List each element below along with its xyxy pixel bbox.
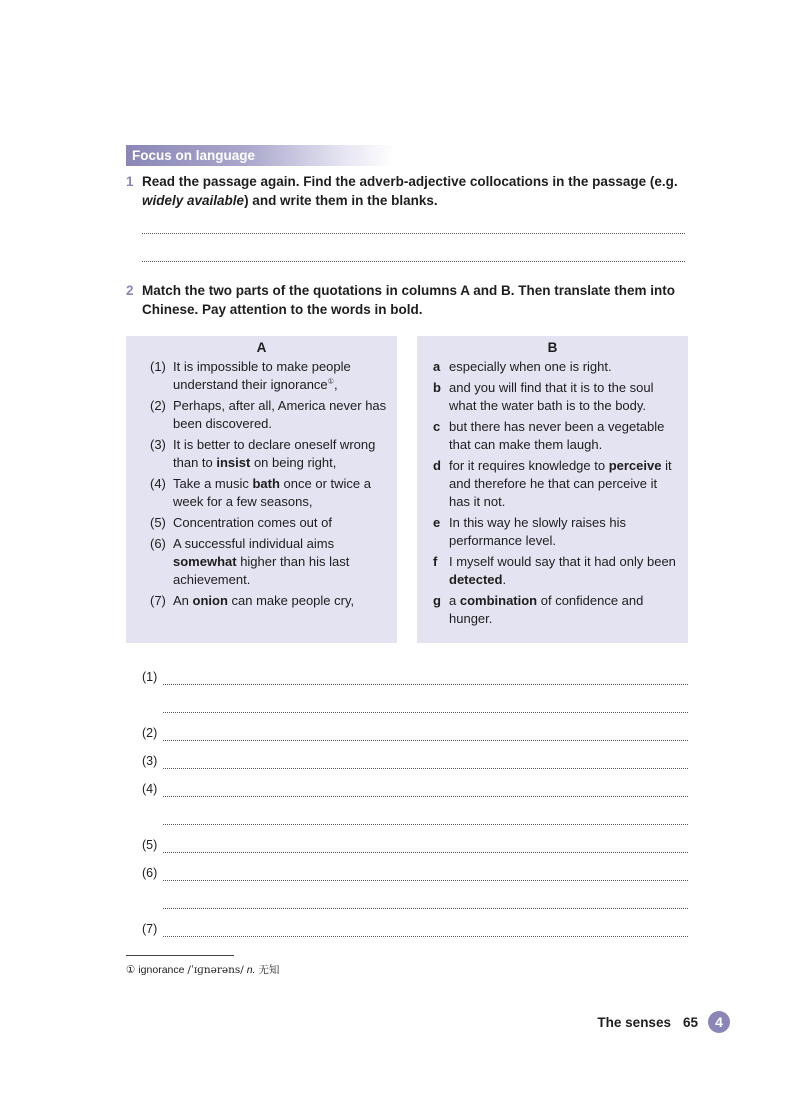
column-b-item-label: e [433, 515, 441, 530]
column-b-item-after: of confidence and hunger. [449, 593, 644, 626]
column-b-item-label: f [433, 554, 438, 569]
column-b-panel [417, 336, 688, 643]
question-1-text-end: ) and write them in the blanks. [244, 193, 438, 208]
column-a-item-text [173, 592, 388, 610]
footer-unit-title: The senses [597, 1014, 671, 1030]
column-a-item-label: (2) [150, 398, 166, 413]
column-b-item-label: c [433, 419, 441, 434]
q1-blank-line-1[interactable] [142, 233, 685, 234]
column-a-item [126, 436, 397, 472]
column-a-item-text [173, 358, 388, 394]
column-a-item-before: It is better to declare oneself wrong than to [173, 437, 376, 470]
column-b-item-after: . [502, 572, 507, 587]
column-b-item-bold: detected [449, 572, 503, 587]
column-a-item-label: (5) [150, 515, 166, 530]
column-a-item-bold: insist [216, 455, 251, 470]
section-header: Focus on language [126, 145, 394, 166]
column-b-item-bold: perceive [608, 458, 662, 473]
column-b-item-label: g [433, 593, 441, 608]
column-b-item-before: I myself would say that it had only been [449, 554, 676, 569]
column-b-item-label: d [433, 458, 441, 473]
column-b-item [417, 514, 688, 550]
column-a-item-text [173, 535, 388, 589]
question-1 [126, 172, 686, 212]
column-a-item-after: on being right, [250, 455, 337, 470]
column-a-item [126, 358, 397, 394]
question-1-example: widely available [142, 193, 245, 208]
column-a-item [126, 475, 397, 511]
answer-line-4a[interactable] [163, 796, 688, 797]
answer-line-5[interactable] [163, 852, 688, 853]
column-a-item-bold: bath [252, 476, 280, 491]
column-a-item [126, 397, 397, 433]
answer-label-5: (5) [142, 838, 158, 852]
question-2 [126, 281, 686, 321]
column-a-item-footnote_ref: ① [327, 378, 334, 386]
column-a-item-label: (6) [150, 536, 166, 551]
column-b-item [417, 418, 688, 454]
column-b-item [417, 592, 688, 628]
column-a-item-after: higher than his last achievement. [173, 554, 350, 587]
column-a-item-text [173, 475, 388, 511]
page-footer [597, 1010, 730, 1034]
column-b-item-before: a [449, 593, 460, 608]
answer-line-6a[interactable] [163, 880, 688, 881]
column-b-item-before: for it requires knowledge to [449, 458, 609, 473]
column-a-item-text: It is impossible to make people understand their ignorance [173, 359, 351, 392]
column-b-item-label: a [433, 359, 441, 374]
column-b-item-text [449, 514, 681, 550]
column-a-item [126, 592, 397, 610]
column-a-item-before: An [173, 593, 193, 608]
column-b-item-text: but there has never been a vegetable that can make them laugh. [449, 419, 665, 452]
question-1-instruction [142, 172, 682, 210]
column-b-items [417, 358, 688, 631]
column-a-heading: A [256, 340, 267, 355]
answer-line-2[interactable] [163, 740, 688, 741]
column-a-item-label: (1) [150, 359, 166, 374]
column-b-item-after: it and therefore he that can perceive it has it not. [449, 458, 672, 509]
column-b-item-text: In this way he slowly raises his performance level. [449, 515, 627, 548]
column-a-item-label: (4) [150, 476, 166, 491]
footnote [126, 962, 279, 977]
column-b-item [417, 457, 688, 511]
column-b-item [417, 358, 688, 376]
answer-label-7: (7) [142, 922, 158, 936]
q1-blank-line-2[interactable] [142, 261, 685, 262]
column-a-item [126, 514, 397, 532]
column-b-heading: B [547, 340, 558, 355]
question-2-number: 2 [126, 283, 134, 298]
unit-badge: 4 [708, 1011, 730, 1033]
footnote-pos: n. [246, 964, 256, 976]
column-a-item [126, 535, 397, 589]
column-a-item-after: can make people cry, [227, 593, 355, 608]
answer-label-3: (3) [142, 754, 158, 768]
column-b-item-text: and you will find that it is to the soul what the water bath is to the body. [449, 380, 654, 413]
column-a-item-bold: somewhat [173, 554, 237, 569]
column-a-item-bold: onion [192, 593, 228, 608]
column-b-item-text [449, 457, 681, 511]
column-b-item-label: b [433, 380, 441, 395]
footnote-phonetic: /ˈɪɡnərəns/ [187, 964, 244, 976]
column-a-item-label: (3) [150, 437, 166, 452]
column-a-items [126, 358, 397, 613]
column-b-item-text [449, 418, 681, 454]
answer-line-4b[interactable] [163, 824, 688, 825]
answer-line-3[interactable] [163, 768, 688, 769]
footnote-meaning: 无知 [258, 964, 280, 976]
answer-line-6b[interactable] [163, 908, 688, 909]
page-number: 65 [682, 1014, 698, 1030]
answer-line-1b[interactable] [163, 712, 688, 713]
column-b-item [417, 553, 688, 589]
question-1-text-start: Read the passage again. Find the adverb-adjective collocations in the passage (e.g. [142, 174, 678, 189]
column-a-panel [126, 336, 397, 643]
question-2-instruction: Match the two parts of the quotations in columns A and B. Then translate them into Chinese. Pay attention to the words in bold. [142, 283, 676, 317]
answer-label-4: (4) [142, 782, 158, 796]
column-a-item-text: Concentration comes out of [173, 515, 332, 530]
answer-line-7[interactable] [163, 936, 688, 937]
column-a-item-text [173, 436, 388, 472]
column-a-item-label: (7) [150, 593, 166, 608]
column-b-item-text [449, 358, 681, 376]
column-a-item-before: Take a music [173, 476, 253, 491]
answer-label-1: (1) [142, 670, 158, 684]
column-b-item-bold: combination [459, 593, 538, 608]
footnote-marker: ① [126, 964, 136, 976]
column-b-item-text [449, 553, 681, 589]
column-a-item-text: Perhaps, after all, America never has been discovered. [173, 398, 387, 431]
answer-label-2: (2) [142, 726, 158, 740]
column-b-item-text: especially when one is right. [449, 359, 612, 374]
question-1-number: 1 [126, 174, 134, 189]
footnote-divider [126, 955, 234, 956]
column-b-item-text [449, 379, 681, 415]
column-a-item-text [173, 397, 388, 433]
footnote-word: ignorance [138, 964, 185, 976]
column-b-item [417, 379, 688, 415]
answer-label-6: (6) [142, 866, 158, 880]
column-a-item-after: once or twice a week for a few seasons, [173, 476, 371, 509]
column-a-item-before: A successful individual aims [173, 536, 335, 551]
column-b-item-text [449, 592, 681, 628]
column-a-item-after: , [333, 377, 338, 392]
column-a-item-text [173, 514, 388, 532]
answer-line-1a[interactable] [163, 684, 688, 685]
